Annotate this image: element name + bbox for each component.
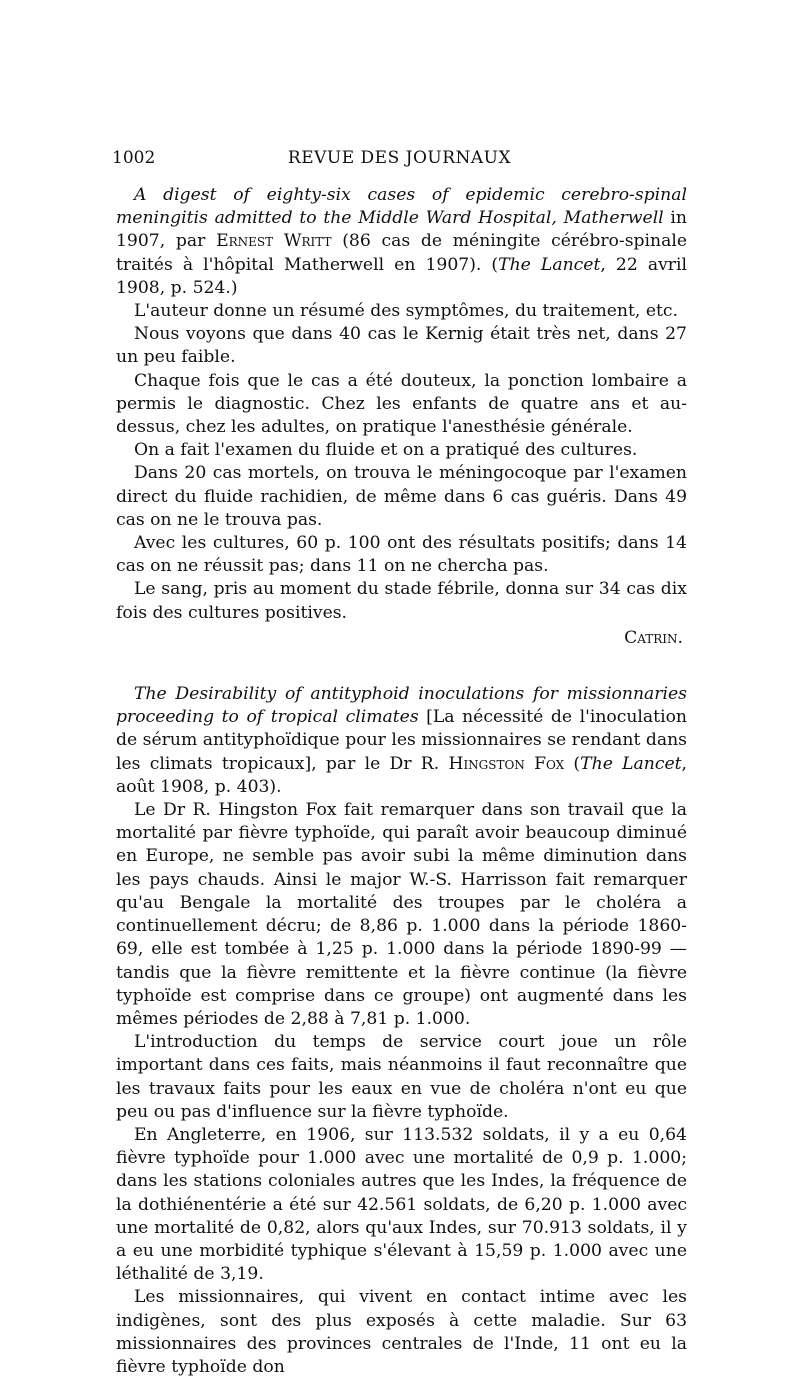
article-1-title-rest: in 1907, par <box>116 208 687 252</box>
running-title: REVUE DES JOURNAUX <box>287 148 512 168</box>
page-number: 1002 <box>112 148 156 168</box>
article-1-journal: The Lancet <box>498 254 601 275</box>
article-2-title-rest: [La nécessité de l'inoculation de sérum antityphoïdique pour les missionnaires se rendant dans les climats tropicaux], par le Dr <box>116 707 687 774</box>
article-1-paragraph: Chaque fois que le cas a été douteux, la ponction lombaire a permis le diagnostic. Chez les enfants de quatre ans et au-dessus, chez les adultes, on pratique l'anesthésie générale. <box>116 370 687 438</box>
article-1-paragraph: Nous voyons que dans 40 cas le Kernig était très net, dans 27 un peu faible. <box>116 324 687 368</box>
article-1-paragraph: Dans 20 cas mortels, on trouva le méningocoque par l'examen direct du fluide rachidien, de même dans 6 cas guéris. Dans 49 cas on ne le trouva pas. <box>116 463 687 530</box>
article-2-paragraph: Les missionnaires, qui vivent en contact intime avec les indigènes, sont des plus exposés à cette maladie. Sur 63 missionnaires des provinces centrales de l'Inde, 11 ont eu la fièvre typhoïde don <box>116 1287 687 1377</box>
article-1-paragraph: L'auteur donne un résumé des symptômes, du traitement, etc. <box>134 301 678 322</box>
article-2-ref-open: ( <box>564 753 581 774</box>
article-2-author: R. Hingston Fox <box>420 753 565 774</box>
article-1-title <box>116 184 687 300</box>
article-1-title-italic: A digest of eighty-six cases of epidemic cerebro-spinal meningitis admitted to the Middle Ward Hospital, Matherwell <box>116 185 687 229</box>
page-header <box>112 148 687 170</box>
article-2-paragraph: En Angleterre, en 1906, sur 113.532 soldats, il y a eu 0,64 fièvre typhoïde pour 1.000 avec une mortalité de 0,9 p. 1.000; dans les stations coloniales autres que les Indes, la fréquence de la dothiénentérie a été sur 42.561 soldats, de 6,20 p. 1.000 avec une mortalité de 0,82, alors qu'aux Indes, sur 70.913 soldats, il y a eu une morbidité typhique s'élevant à 15,59 p. 1.000 avec une léthalité de 3,19. <box>116 1124 687 1285</box>
article-1-paragraph: Le sang, pris au moment du stade fébrile, donna sur 34 cas dix fois des cultures positives. <box>116 579 687 623</box>
article-1-author: Ernest Writt <box>216 231 332 252</box>
article-2-journal: The Lancet <box>580 753 682 774</box>
article-2-paragraph: L'introduction du temps de service court joue un rôle important dans ces faits, mais néanmoins il faut reconnaître que les travaux faits pour les eaux en vue de choléra n'ont eu que peu ou pas d'influence sur la fièvre typhoïde. <box>116 1032 687 1122</box>
article-2-ref: , août 1908, p. 403). <box>116 753 688 797</box>
article-1-signature: Catrin. <box>624 627 683 648</box>
article-1-paragraph: On a fait l'examen du fluide et on a pratiqué des cultures. <box>134 440 638 461</box>
article-2-title-italic: The Desirability of antityphoid inoculations for missionnaries proceeding to of tropical climates <box>116 684 687 728</box>
article-1-paragraph: Avec les cultures, 60 p. 100 ont des résultats positifs; dans 14 cas on ne réussit pas; dans 11 on ne chercha pas. <box>116 533 687 577</box>
article-1-summary: (86 cas de méningite cérébro-spinale traités à l'hôpital Matherwell en 1907). ( <box>116 231 687 275</box>
article-1-ref: , 22 avril 1908, p. 524.) <box>116 254 687 298</box>
article-2-title <box>116 683 687 799</box>
article-2-paragraph: Le Dr R. Hingston Fox fait remarquer dans son travail que la mortalité par fièvre typhoïde, qui paraît avoir beaucoup diminué en Europe, ne semble pas avoir subi la même diminution dans les pays chauds. Ainsi le major W.-S. Harrisson fait remarquer qu'au Bengale la mortalité des troupes par le choléra a continuellement décru; de 8,86 p. 1.000 dans la période 1860-69, elle est tombée à 1,25 p. 1.000 dans la période 1890-99 — tandis que la fièvre remittente et la fièvre continue (la fièvre typhoïde est comprise dans ce groupe) ont augmenté dans les mêmes périodes de 2,88 à 7,81 p. 1.000. <box>116 800 687 1029</box>
article-separator <box>116 650 687 683</box>
page-body <box>116 184 687 1379</box>
